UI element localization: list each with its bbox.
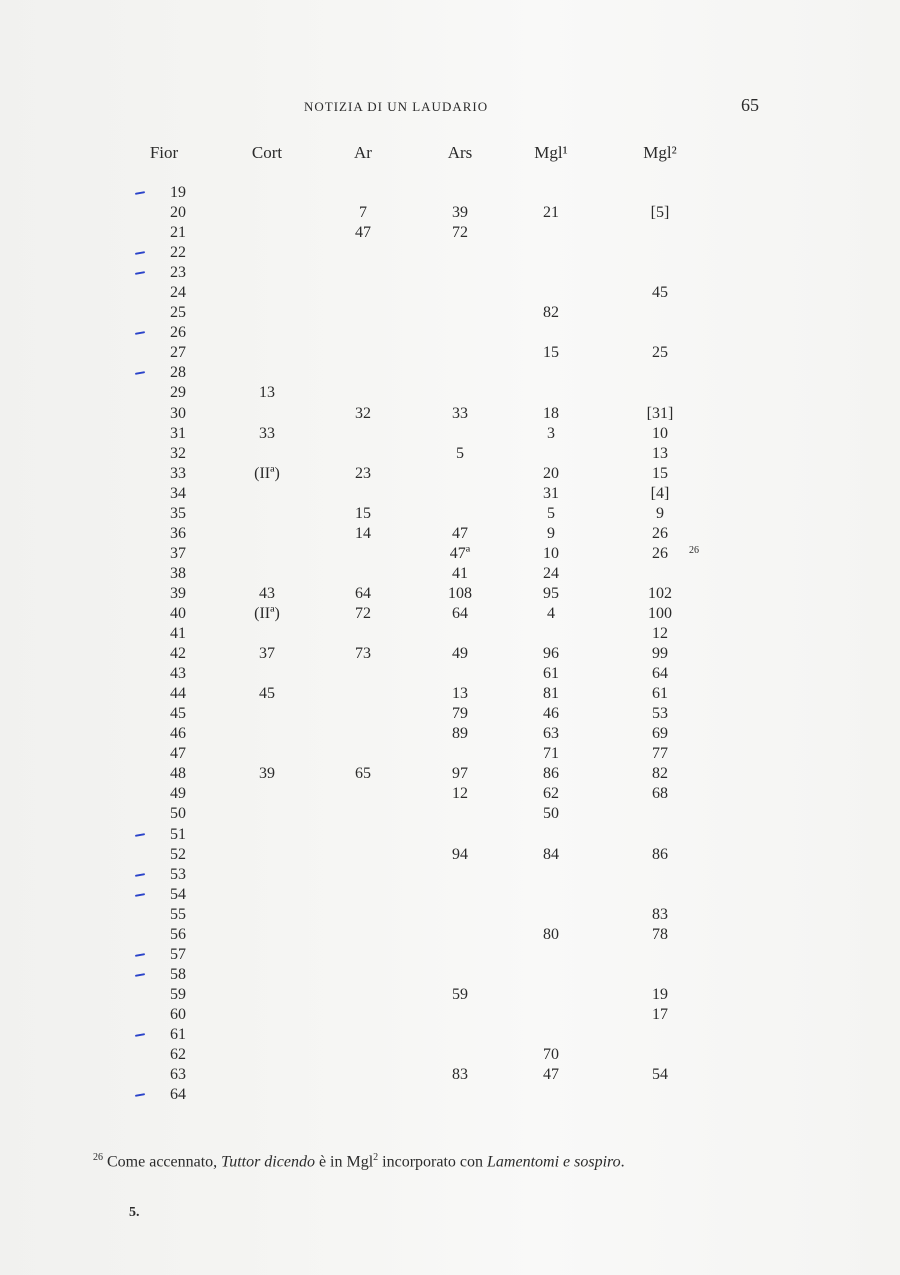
footnote-reference: 26 (689, 544, 699, 556)
cell-mgl2: 100 (648, 604, 672, 622)
cell-fior: 49 (170, 785, 186, 803)
blue-pen-mark (135, 271, 145, 275)
cell-mgl2: 25 (652, 344, 668, 362)
cell-mgl2: 19 (652, 985, 668, 1003)
cell-ar: 47 (355, 224, 371, 242)
footnote-text: è in Mgl (314, 1153, 374, 1171)
cell-ars: 13 (452, 685, 468, 703)
cell-fior: 48 (170, 765, 186, 783)
cell-mgl2: 54 (652, 1066, 668, 1084)
blue-pen-mark (135, 953, 145, 957)
table-row (0, 965, 900, 985)
cell-mgl2: 82 (652, 765, 668, 783)
cell-fior: 57 (170, 945, 186, 963)
cell-fior: 31 (170, 424, 186, 442)
cell-mgl2-wrapper (615, 544, 705, 564)
cell-ars: 64 (452, 604, 468, 622)
table-row (0, 764, 900, 784)
cell-mgl1: 5 (547, 504, 555, 522)
cell-fior: 39 (170, 584, 186, 602)
column-header-mgl2: Mgl² (643, 143, 677, 162)
cell-fior: 36 (170, 524, 186, 542)
cell-fior: 52 (170, 845, 186, 863)
cell-mgl1: 21 (543, 204, 559, 222)
cell-ar: 72 (355, 604, 371, 622)
cell-mgl1: 63 (543, 725, 559, 743)
cell-cort: 37 (259, 645, 275, 663)
cell-mgl2: 99 (652, 645, 668, 663)
table-row (0, 444, 900, 464)
cell-fior: 35 (170, 504, 186, 522)
table-row (0, 624, 900, 644)
cell-ars: 33 (452, 404, 468, 422)
cell-fior: 29 (170, 384, 186, 402)
table-row (0, 243, 900, 263)
cell-fior: 56 (170, 925, 186, 943)
cell-mgl2: 83 (652, 905, 668, 923)
cell-fior: 63 (170, 1066, 186, 1084)
cell-ars: 94 (452, 845, 468, 863)
table-row (0, 825, 900, 845)
column-header-mgl1: Mgl¹ (534, 143, 568, 162)
cell-mgl2: [4] (650, 484, 670, 502)
cell-mgl1: 15 (543, 344, 559, 362)
table-row (0, 1025, 900, 1045)
column-header-ars: Ars (447, 143, 473, 162)
cell-mgl1: 80 (543, 925, 559, 943)
page-number: 65 (741, 95, 759, 115)
table-row (0, 604, 900, 624)
cell-fior: 26 (170, 324, 186, 342)
cell-fior: 21 (170, 224, 186, 242)
cell-fior: 59 (170, 985, 186, 1003)
blue-pen-mark (135, 1033, 145, 1037)
cell-cort: (IIª) (254, 604, 280, 622)
table-row (0, 263, 900, 283)
table-row (0, 905, 900, 925)
cell-mgl1: 82 (543, 304, 559, 322)
cell-mgl1: 95 (543, 584, 559, 602)
cell-ars: 39 (452, 204, 468, 222)
table-row (0, 704, 900, 724)
table-row (0, 985, 900, 1005)
table-row (0, 845, 900, 865)
cell-fior: 55 (170, 905, 186, 923)
cell-mgl2: 26 (652, 544, 668, 562)
cell-ars: 79 (452, 705, 468, 723)
cell-fior: 43 (170, 665, 186, 683)
cell-ars: 89 (452, 725, 468, 743)
table-row (0, 343, 900, 363)
cell-mgl1: 84 (543, 845, 559, 863)
table-row (0, 464, 900, 484)
cell-fior: 33 (170, 464, 186, 482)
cell-ars: 47 (452, 524, 468, 542)
cell-mgl2: 78 (652, 925, 668, 943)
cell-ars: 59 (452, 985, 468, 1003)
footnote-text: incorporato con (378, 1153, 488, 1171)
table-row (0, 744, 900, 764)
table-row (0, 504, 900, 524)
cell-mgl2: [31] (646, 404, 674, 422)
cell-fior: 51 (170, 825, 186, 843)
cell-mgl1: 9 (547, 524, 555, 542)
table-row (0, 1065, 900, 1085)
cell-mgl1: 96 (543, 645, 559, 663)
cell-ar: 64 (355, 584, 371, 602)
table-row (0, 644, 900, 664)
cell-fior: 19 (170, 184, 186, 201)
cell-mgl2: 15 (652, 464, 668, 482)
cell-mgl1: 46 (543, 705, 559, 723)
blue-pen-mark (135, 1093, 145, 1097)
cell-mgl2: [5] (650, 204, 670, 222)
table-row (0, 404, 900, 424)
cell-fior: 32 (170, 444, 186, 462)
cell-fior: 38 (170, 564, 186, 582)
cell-fior: 58 (170, 965, 186, 983)
cell-fior: 47 (170, 745, 186, 763)
cell-fior: 64 (170, 1086, 186, 1104)
cell-fior: 44 (170, 685, 186, 703)
blue-pen-mark (135, 191, 145, 195)
table-row (0, 544, 900, 564)
cell-fior: 28 (170, 364, 186, 382)
table-row (0, 303, 900, 323)
cell-fior: 37 (170, 544, 186, 562)
concordance-table (0, 183, 900, 1105)
cell-ar: 73 (355, 645, 371, 663)
cell-ar: 23 (355, 464, 371, 482)
blue-pen-mark (135, 372, 145, 376)
footnote (93, 1152, 625, 1171)
table-row (0, 323, 900, 343)
running-title: NOTIZIA DI UN LAUDARIO (304, 99, 489, 114)
table-row (0, 925, 900, 945)
cell-cort: 33 (259, 424, 275, 442)
cell-ars: 12 (452, 785, 468, 803)
cell-fior: 20 (170, 204, 186, 222)
cell-mgl1: 24 (543, 564, 559, 582)
cell-mgl1: 3 (547, 424, 555, 442)
cell-fior: 46 (170, 725, 186, 743)
cell-mgl2: 12 (652, 625, 668, 643)
table-row (0, 183, 900, 203)
cell-mgl1: 62 (543, 785, 559, 803)
table-row (0, 1085, 900, 1105)
cell-fior: 24 (170, 284, 186, 302)
table-row (0, 223, 900, 243)
cell-ars: 5 (456, 444, 464, 462)
cell-mgl1: 10 (543, 544, 559, 562)
blue-pen-mark (135, 973, 145, 977)
table-row (0, 1005, 900, 1025)
cell-mgl1: 4 (547, 604, 555, 622)
cell-mgl1: 81 (543, 685, 559, 703)
cell-mgl2: 45 (652, 284, 668, 302)
blue-pen-mark (135, 873, 145, 877)
cell-ar: 15 (355, 504, 371, 522)
cell-fior: 53 (170, 865, 186, 883)
cell-fior: 50 (170, 805, 186, 823)
cell-ars: 41 (452, 564, 468, 582)
column-header-fior: Fior (149, 143, 179, 162)
cell-fior: 45 (170, 705, 186, 723)
cell-mgl1: 70 (543, 1046, 559, 1064)
cell-ars: 97 (452, 765, 468, 783)
cell-mgl2: 86 (652, 845, 668, 863)
cell-mgl1: 61 (543, 665, 559, 683)
cell-fior: 34 (170, 484, 186, 502)
table-row (0, 804, 900, 824)
cell-ars: 108 (448, 584, 472, 602)
table-row (0, 1045, 900, 1065)
column-header-ar: Ar (354, 143, 372, 162)
table-row (0, 724, 900, 744)
table-row (0, 424, 900, 444)
footnote-title-2: Lamentomi e sospiro (487, 1153, 621, 1171)
cell-fior: 27 (170, 344, 186, 362)
footnote-title-1: Tuttor dicendo (221, 1153, 315, 1171)
cell-ars: 47ª (449, 544, 471, 562)
table-row (0, 363, 900, 383)
table-row (0, 784, 900, 804)
cell-mgl2: 9 (656, 504, 664, 522)
table-row (0, 865, 900, 885)
cell-mgl1: 31 (543, 484, 559, 502)
blue-pen-mark (135, 893, 145, 897)
table-row (0, 484, 900, 504)
table-row (0, 524, 900, 544)
cell-ars: 72 (452, 224, 468, 242)
cell-ar: 7 (359, 204, 367, 222)
cell-fior: 25 (170, 304, 186, 322)
footnote-text: . (620, 1153, 625, 1171)
cell-mgl2: 17 (652, 1005, 668, 1023)
cell-cort: 43 (259, 584, 275, 602)
table-row (0, 664, 900, 684)
cell-mgl1: 47 (543, 1066, 559, 1084)
cell-fior: 41 (170, 625, 186, 643)
cell-cort: 13 (259, 384, 275, 402)
table-row (0, 945, 900, 965)
table-row (0, 564, 900, 584)
cell-mgl1: 86 (543, 765, 559, 783)
cell-fior: 23 (170, 264, 186, 282)
cell-mgl2: 26 (652, 524, 668, 542)
blue-pen-mark (135, 331, 145, 335)
cell-fior: 22 (170, 244, 186, 262)
cell-mgl2: 64 (652, 665, 668, 683)
cell-ar: 32 (355, 404, 371, 422)
cell-fior: 40 (170, 604, 186, 622)
cell-ars: 49 (452, 645, 468, 663)
cell-ars: 83 (452, 1066, 468, 1084)
cell-fior: 62 (170, 1046, 186, 1064)
blue-pen-mark (135, 833, 145, 837)
cell-ar: 14 (355, 524, 371, 542)
cell-mgl1: 71 (543, 745, 559, 763)
footnote-number: 26 (93, 1152, 103, 1163)
cell-fior: 61 (170, 1025, 186, 1043)
cell-mgl2: 68 (652, 785, 668, 803)
table-row (0, 283, 900, 303)
table-row (0, 203, 900, 223)
cell-mgl2: 10 (652, 424, 668, 442)
cell-cort: 39 (259, 765, 275, 783)
cell-cort: 45 (259, 685, 275, 703)
cell-fior: 60 (170, 1005, 186, 1023)
blue-pen-mark (135, 251, 145, 255)
cell-mgl1: 18 (543, 404, 559, 422)
cell-mgl2: 13 (652, 444, 668, 462)
cell-mgl1: 20 (543, 464, 559, 482)
cell-mgl2: 69 (652, 725, 668, 743)
cell-mgl2: 53 (652, 705, 668, 723)
cell-cort: (IIª) (254, 464, 280, 482)
cell-mgl1: 50 (543, 805, 559, 823)
table-row (0, 684, 900, 704)
cell-fior: 42 (170, 645, 186, 663)
table-row (0, 584, 900, 604)
cell-fior: 54 (170, 885, 186, 903)
cell-mgl2: 102 (648, 584, 672, 602)
footnote-sup: 2 (373, 1152, 379, 1163)
cell-mgl2: 61 (652, 685, 668, 703)
signature-mark: 5. (129, 1205, 140, 1220)
column-header-cort: Cort (251, 143, 283, 162)
table-row (0, 885, 900, 905)
cell-mgl2: 77 (652, 745, 668, 763)
cell-ar: 65 (355, 765, 371, 783)
footnote-text: Come accennato, (107, 1153, 222, 1171)
table-row (0, 383, 900, 403)
cell-fior: 30 (170, 404, 186, 422)
